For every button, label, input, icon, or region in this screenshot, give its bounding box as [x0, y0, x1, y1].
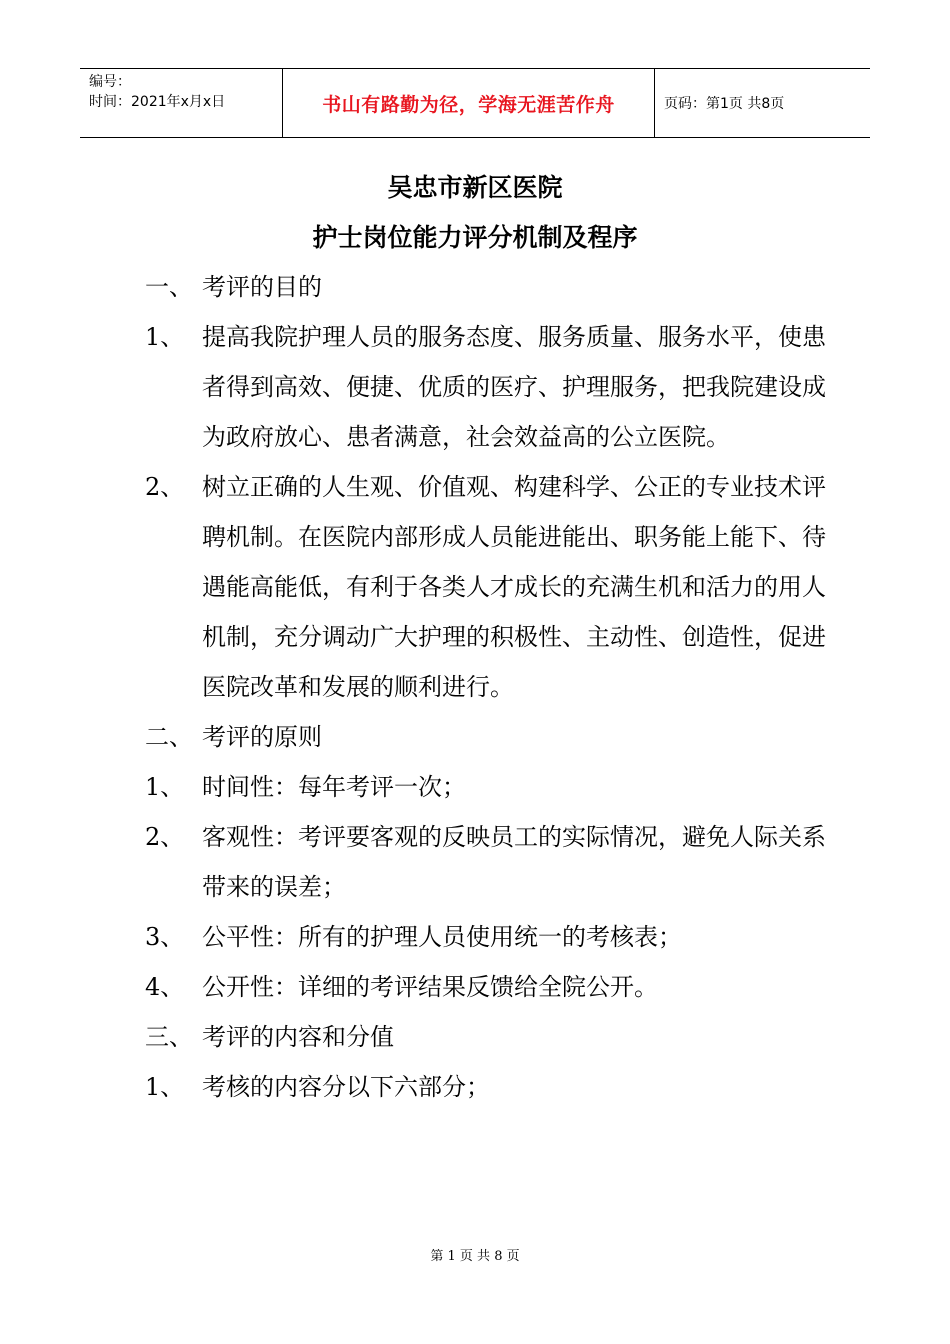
item-text: 考核的内容分以下六部分； — [202, 1073, 490, 1101]
item-text: 考评的内容和分值 — [202, 1023, 394, 1051]
section-heading — [145, 262, 835, 312]
item-number: 二、 — [145, 723, 193, 751]
section-heading — [145, 1012, 835, 1062]
item-text: 考评的原则 — [202, 723, 322, 751]
list-item — [145, 912, 835, 962]
section-heading — [145, 712, 835, 762]
list-item — [145, 312, 835, 462]
item-number: 三、 — [145, 1023, 193, 1051]
item-text: 公开性：详细的考评结果反馈给全院公开。 — [202, 973, 658, 1001]
item-number: 一、 — [145, 273, 193, 301]
item-number: 2、 — [145, 473, 185, 501]
document-title: 护士岗位能力评分机制及程序 — [312, 223, 638, 252]
item-number: 1、 — [145, 773, 185, 801]
item-text: 公平性：所有的护理人员使用统一的考核表； — [202, 923, 682, 951]
item-number: 1、 — [145, 1073, 185, 1101]
header-page-label: 页码：第1页 共8页 — [664, 96, 785, 112]
item-number: 1、 — [145, 323, 185, 351]
list-item — [145, 1062, 835, 1112]
list-item — [145, 762, 835, 812]
list-item — [145, 962, 835, 1012]
item-number: 4、 — [145, 973, 185, 1001]
document-header — [80, 68, 870, 138]
item-text: 考评的目的 — [202, 273, 322, 301]
item-number: 3、 — [145, 923, 185, 951]
serial-label: 编号： — [89, 74, 131, 90]
item-text: 客观性：考评要客观的反映员工的实际情况，避免人际关系带来的误差； — [202, 823, 826, 901]
header-motto: 书山有路勤为径，学海无涯苦作舟 — [283, 69, 655, 137]
header-meta — [80, 69, 283, 137]
document-body — [145, 262, 835, 1112]
list-item — [145, 462, 835, 712]
organization-title: 吴忠市新区医院 — [387, 173, 563, 202]
page-footer: 第 1 页 共 8 页 — [430, 1249, 520, 1264]
item-text: 提高我院护理人员的服务态度、服务质量、服务水平，使患者得到高效、便捷、优质的医疗、护理服务，把我院建设成为政府放心、患者满意，社会效益高的公立医院。 — [202, 323, 826, 451]
item-text: 树立正确的人生观、价值观、构建科学、公正的专业技术评聘机制。在医院内部形成人员能进能出、职务能上能下、待遇能高能低，有利于各类人才成长的充满生机和活力的用人机制，充分调动广大护理的积极性、主动性、创造性，促进医院改革和发展的顺利进行。 — [202, 473, 826, 701]
item-number: 2、 — [145, 823, 185, 851]
list-item — [145, 812, 835, 912]
item-text: 时间性：每年考评一次； — [202, 773, 466, 801]
time-label: 时间：2021年x月x日 — [89, 94, 226, 110]
